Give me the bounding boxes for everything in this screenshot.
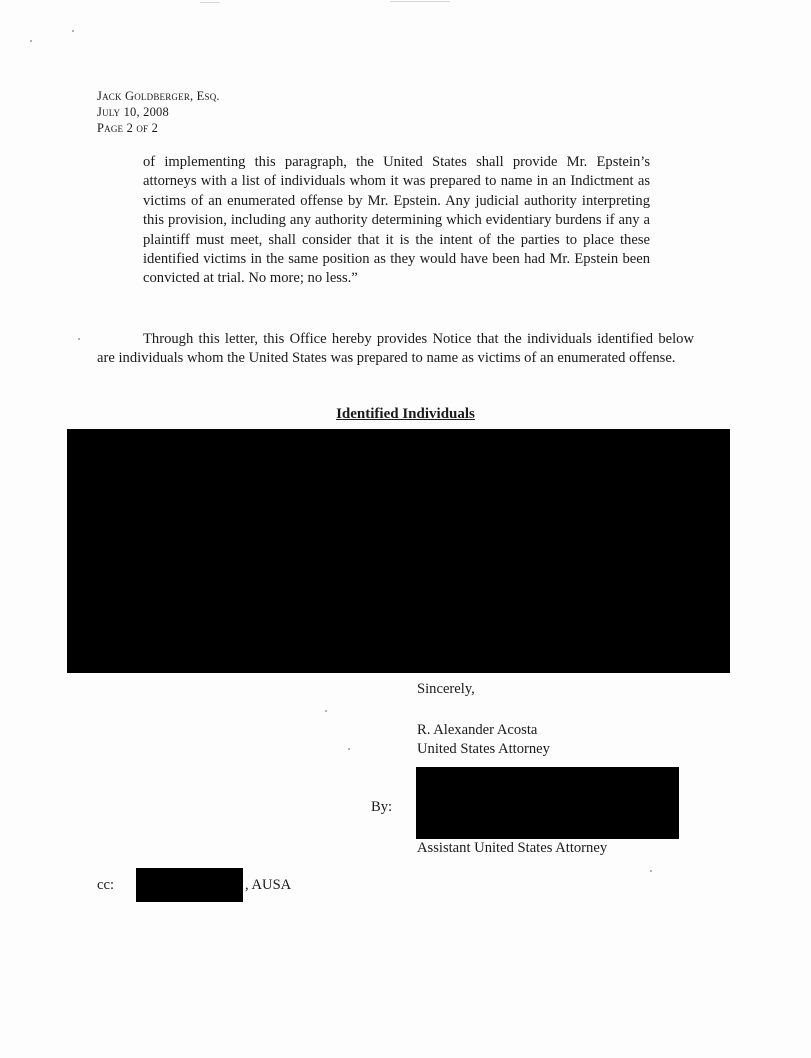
- by-label: By:: [371, 799, 393, 815]
- cc-label: cc:: [97, 877, 115, 893]
- cc-suffix: , AUSA: [245, 877, 292, 893]
- signer-name: R. Alexander Acosta: [417, 722, 538, 738]
- header-addressee: Jack Goldberger, Esq.: [97, 89, 220, 103]
- assistant-title: Assistant United States Attorney: [417, 840, 608, 856]
- scan-speck: [348, 748, 350, 750]
- notice-paragraph: Through this letter, this Office hereby provides Notice that the individuals identified below are individuals whom the United States was prepared to name as victims of an enumerated offense.: [97, 331, 694, 367]
- scan-speck: [72, 30, 74, 32]
- header-page-number: Page 2 of 2: [97, 121, 159, 135]
- letter-header: [97, 88, 220, 136]
- scan-speck: [650, 870, 652, 872]
- signer-title: United States Attorney: [417, 741, 550, 757]
- scan-speck: [78, 338, 80, 340]
- scan-speck: [325, 710, 327, 712]
- quoted-paragraph: of implementing this paragraph, the United States shall provide Mr. Epstein’s attorneys with a list of individuals whom it was prepared to name in an Indictment as victims of an enumerated offense by Mr. Epstein. Any judicial authority interpreting this provision, including any authority determining which evidentiary burdens if any a plaintiff must meet, shall consider that it is the intent of the parties to place these identified victims in the same position as they would have been had Mr. Epstein been convicted at trial. No more; no less.”: [143, 154, 650, 287]
- redaction-block-cc-name: [136, 868, 243, 902]
- redaction-block-identified-individuals: [67, 429, 730, 673]
- redaction-block-signature: [416, 767, 679, 839]
- scan-artifact: [200, 2, 220, 3]
- closing-salutation: Sincerely,: [417, 681, 475, 697]
- section-heading: Identified Individuals: [336, 406, 475, 422]
- scan-speck: [30, 40, 32, 42]
- header-date: July 10, 2008: [97, 105, 169, 119]
- scan-artifact: [390, 1, 450, 2]
